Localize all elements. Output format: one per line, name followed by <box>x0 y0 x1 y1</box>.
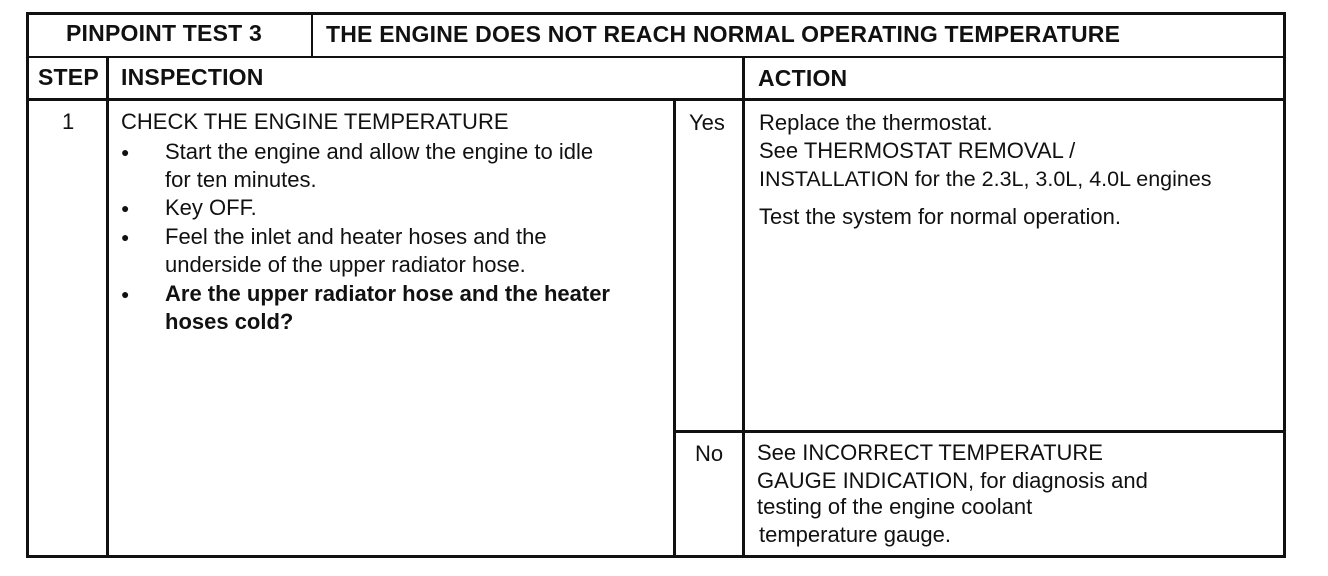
test-title: THE ENGINE DOES NOT REACH NORMAL OPERATING TEMPERATURE <box>326 21 1121 47</box>
step-column-header: STEP <box>38 64 99 90</box>
inspection-column-header: INSPECTION <box>121 64 264 90</box>
result-yes: Yes <box>689 110 725 135</box>
inspection-step-1-line-2: for ten minutes. <box>165 167 317 192</box>
inspection-step-3-line-2: underside of the upper radiator hose. <box>165 252 526 277</box>
table-border-right <box>1283 12 1286 558</box>
yes-action-line-3: INSTALLATION for the 2.3L, 3.0L, 4.0L engines <box>759 167 1212 191</box>
step-number: 1 <box>62 109 75 134</box>
step-column-divider <box>106 56 109 558</box>
title-cell-divider <box>311 12 313 58</box>
test-label: PINPOINT TEST 3 <box>66 20 262 46</box>
action-column-divider <box>742 56 745 558</box>
result-column-divider <box>673 98 676 558</box>
table-border-top <box>26 12 1286 15</box>
no-action-line-2: GAUGE INDICATION, for diagnosis and <box>757 468 1148 493</box>
inspection-question-line-2: hoses cold? <box>165 309 294 334</box>
title-row-divider <box>26 56 1286 58</box>
inspection-heading: CHECK THE ENGINE TEMPERATURE <box>121 109 509 134</box>
no-action-line-3: testing of the engine coolant <box>757 494 1033 519</box>
inspection-step-2-line-1: Key OFF. <box>165 195 257 220</box>
outcome-row-divider <box>673 430 1286 433</box>
table-border-left <box>26 12 29 558</box>
no-action-line-4: temperature gauge. <box>759 522 952 547</box>
bullet-marker: ● <box>121 229 130 245</box>
header-row-divider <box>26 98 1286 101</box>
inspection-step-1-line-1: Start the engine and allow the engine to idle <box>165 139 594 164</box>
action-column-header: ACTION <box>758 65 848 91</box>
bullet-marker: ● <box>121 200 130 216</box>
table-border-bottom <box>26 555 1286 558</box>
no-action-line-1: See INCORRECT TEMPERATURE <box>757 440 1103 465</box>
result-no: No <box>695 441 724 466</box>
yes-action-line-4: Test the system for normal operation. <box>759 204 1121 229</box>
yes-action-line-2: See THERMOSTAT REMOVAL / <box>759 138 1076 163</box>
bullet-marker: ● <box>121 286 130 302</box>
inspection-step-3-line-1: Feel the inlet and heater hoses and the <box>165 224 547 249</box>
bullet-marker: ● <box>121 144 130 160</box>
inspection-question-line-1: Are the upper radiator hose and the heater <box>165 281 610 306</box>
yes-action-line-1: Replace the thermostat. <box>759 110 993 135</box>
